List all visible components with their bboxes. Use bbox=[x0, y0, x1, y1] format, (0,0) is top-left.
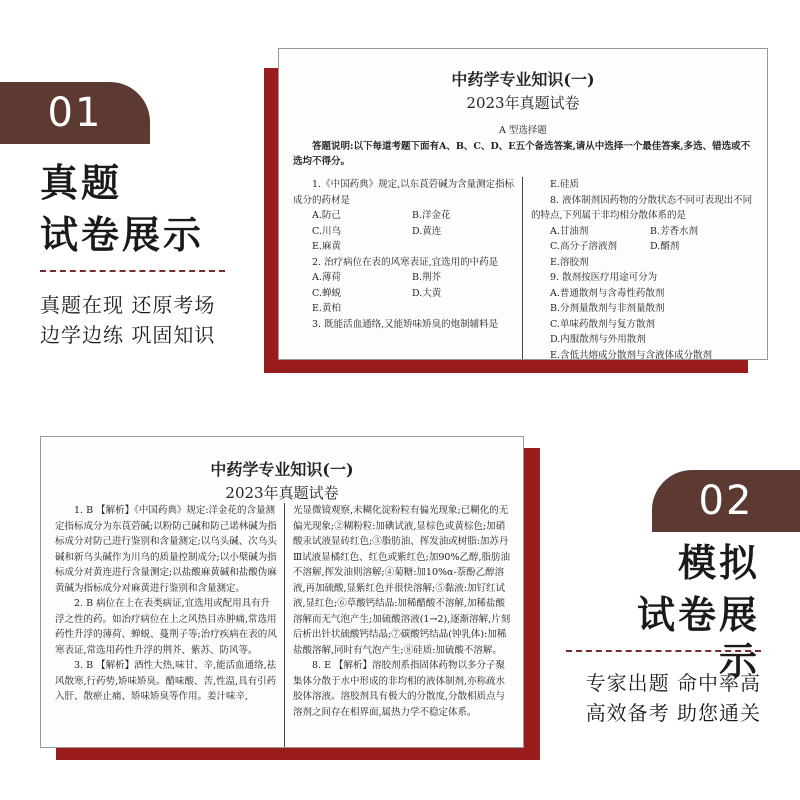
section-number-badge-02: 02 bbox=[652, 470, 800, 532]
question-2: 2. 治疗病位在表的风寒表证,宜选用的中药是 A.薄荷 B.荆芥 C.蝉蜕 D.大黄 E.黄柏 bbox=[312, 256, 499, 314]
paper1-left-column bbox=[293, 177, 515, 332]
question-3: 3. 既能活血通络,又能矫味矫臭的炮制辅料是 bbox=[312, 318, 499, 330]
paper1-sheet bbox=[278, 48, 768, 360]
paper1-column-divider bbox=[522, 177, 523, 360]
paper1-right-column: E.硅质 8. 液体制剂因药物的分散状态不同可表现出不同的特点,下列属于非均相分散体系的是 A.甘油剂 B.芳香水剂 C.高分子溶液剂 D.醑剂 E.溶胶剂 9. 散剂按医疗用途可分为 A.普通散剂与含毒性药散剂 B.分剂量散剂与非剂量散剂 C.单味药散剂与复方散剂 D.内服散剂与外用散剂 E.含低共熔成分散剂与含液体成分散剂 bbox=[531, 177, 755, 360]
question-8: 8. 液体制剂因药物的分散状态不同可表现出不同的特点,下列属于非均相分散体系的是 A.甘油剂 B.芳香水剂 C.高分子溶液剂 D.醑剂 E.溶胶剂 bbox=[531, 194, 753, 268]
paper1-instructions: 答题说明:以下每道考题下面有A、B、C、D、E五个备选答案,请从中选择一个最佳答案,多选、错选或不选均不得分。 bbox=[293, 140, 751, 167]
paper2-title: 中药学专业知识(一) bbox=[210, 460, 354, 479]
section2-subtitle: 专家出题 命中率高 高效备考 助您通关 bbox=[585, 671, 761, 725]
section2-divider bbox=[566, 650, 761, 652]
paper2-column-divider bbox=[284, 503, 285, 748]
paper2-right-column bbox=[293, 503, 513, 720]
answer-3: 3. B 【解析】酒性大热,味甘、辛,能活血通络,祛风散寒,行药势,矫味矫臭。醋味酸、苦,性温,具有引药入肝、散瘀止痛、矫味矫臭等作用。姜汁味辛, bbox=[55, 660, 277, 702]
paper2-sheet bbox=[40, 436, 524, 748]
paper1-subtitle: 2023年真题试卷 bbox=[466, 94, 580, 112]
paper2-left-column bbox=[55, 503, 277, 705]
section1-divider bbox=[40, 270, 225, 272]
section-number-badge-01: 01 bbox=[0, 82, 150, 144]
paper1-section-heading: A 型选择题 bbox=[499, 125, 547, 136]
paper1-title: 中药学专业知识(一) bbox=[451, 70, 595, 89]
paper2-subtitle: 2023年真题试卷 bbox=[225, 484, 339, 502]
answer-2: 2. B 病位在上在表类病证,宜选用或配用具有升浮之性的药。如治疗病位在上之风热目赤肿痛,常选用药性升浮的薄荷、蝉蜕、蔓荆子等;治疗疾病在表的风寒表证,常选用药性升浮的荆芥、紫苏、防风等。 bbox=[55, 598, 277, 656]
question-1: 1.《中国药典》规定,以东莨菪碱为含量测定指标成分的药材是 A.防己 B.洋金花 C.川乌 D.黄连 E.麻黄 bbox=[293, 179, 515, 252]
section1-subtitle: 真题在现 还原考场 边学边练 巩固知识 bbox=[40, 293, 216, 347]
section1-title: 真题 试卷展示 bbox=[40, 161, 205, 257]
answer-1: 1. B 【解析】《中国药典》规定:洋金花的含量测定指标成分为东莨菪碱;以粉防己碱和防己诺林碱为指标成分对防己进行鉴别和含量测定;以乌头碱、次乌头碱和新乌头碱作为川乌的质量控制成分;以小檗碱为指标成分对黄连进行含量测定;以盐酸麻黄碱和盐酸伪麻黄碱为指标成分对麻黄进行鉴别和含量测定。 bbox=[55, 505, 277, 594]
answer-8: 8. E 【解析】溶胶剂系指固体药物以多分子聚集体分散于水中形成的非均相的液体制剂,亦称疏水胶体溶液。溶胶剂具有极大的分散度,分散相质点与溶剂之间存在相界面,属热力学不稳定体系。 bbox=[293, 660, 506, 718]
question-9: 9. 散剂按医疗用途可分为 A.普通散剂与含毒性药散剂 B.分剂量散剂与非剂量散剂 C.单味药散剂与复方散剂 D.内服散剂与外用散剂 E.含低共熔成分散剂与含液体成分散剂 bbox=[550, 272, 712, 360]
section2-title: 模拟 试卷展示 bbox=[636, 541, 760, 683]
answer-7-continued: 光显微镜观察,未糊化淀粉粒有偏光现象;已糊化的无偏光现象;②糊粉粒:加碘试液,显棕色或黄棕色;加硝酸汞试液显砖红色;③脂肪油、挥发油或树脂:加苏丹Ⅲ试液显橘红色、红色或紫红色;加90%乙醇,脂肪油不溶解,挥发油则溶解;④菊糖:加10%α-萘酚乙醇溶液,再加硫酸,显紫红色并很快溶解;⑤黏液:加钌红试液,显红色;⑥草酸钙结晶:加稀醋酸不溶解,加稀盐酸溶解而无气泡产生;加硫酸溶液(1→2),逐渐溶解,片刻后析出针状硫酸钙结晶;⑦碳酸钙结晶(钟乳体):加稀盐酸溶解,同时有气泡产生;⑧硅质:加硫酸不溶解。 bbox=[293, 505, 511, 656]
